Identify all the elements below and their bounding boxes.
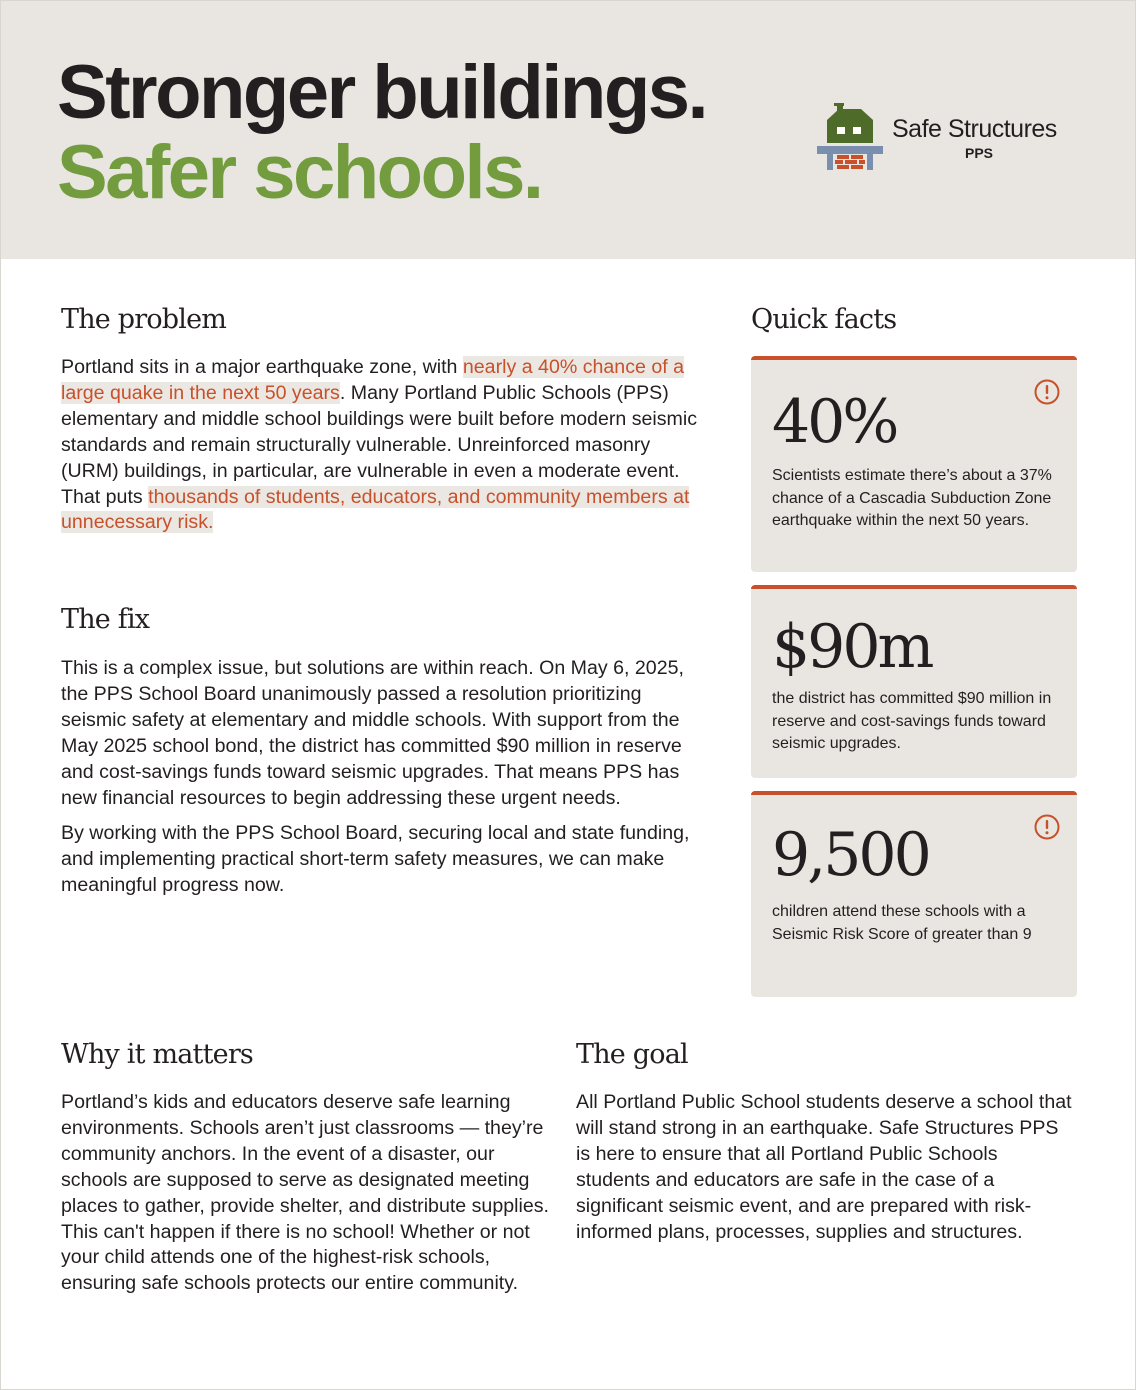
fix-text	[61, 656, 701, 899]
fact-description: Scientists estimate there’s about a 37% chance of a Cascadia Subduction Zone earthquake within the next 50 years.	[772, 467, 1052, 529]
headline-line-2: Safer schools.	[57, 130, 542, 215]
alert-circle-icon	[1033, 813, 1061, 841]
fact-value: $90m	[772, 612, 932, 682]
highlight-at-risk: thousands of students, educators, and community members at unnecessary risk.	[61, 485, 690, 534]
fix-paragraph-1: This is a complex issue, but solutions are within reach. On May 6, 2025, the PPS School Board unanimously passed a resolution prioritizing seismic safety at elementary and middle schools. With support from the May 2025 school bond, the district has committed $90 million in reserve and cost-savings funds toward seismic upgrades. That means PPS has new financial resources to begin addressing these urgent needs.	[61, 657, 684, 809]
logo	[815, 103, 1085, 173]
fact-value: 40%	[772, 387, 897, 457]
problem-text-part: Portland sits in a major earthquake zone, with	[61, 356, 463, 378]
header-banner	[1, 1, 1135, 259]
alert-circle-icon	[1033, 378, 1061, 406]
why-text: Portland’s kids and educators deserve safe learning environments. Schools aren’t just classrooms — they’re community anchors. In the event of a disaster, our schools are supposed to serve as designated meeting places to gather, provide shelter, and distribute supplies. This can't happen if there is no school! Whether or not your child attends one of the highest-risk schools, ensuring safe schools protects our entire community.	[61, 1091, 549, 1295]
fact-card-quake-chance	[751, 356, 1077, 572]
problem-text-part: . Many Portland Public Schools (PPS) elementary and middle school buildings were built before modern seismic standards and remain structurally vulnerable. Unreinforced masonry (URM) buildings, in particular, are vulnerable in even a moderate event. That puts	[61, 381, 698, 508]
fact-description: children attend these schools with a Seismic Risk Score of greater than 9	[772, 903, 1032, 943]
headline	[57, 50, 707, 215]
fact-description: the district has committed $90 million in reserve and cost-savings funds toward seismic upgrades.	[772, 690, 1052, 752]
why-heading: Why it matters	[61, 1039, 253, 1070]
quick-facts-heading: Quick facts	[751, 304, 897, 335]
headline-line-1: Stronger buildings.	[57, 50, 707, 135]
fix-paragraph-2: By working with the PPS School Board, securing local and state funding, and implementing practical short-term safety measures, we can make meaningful progress now.	[61, 822, 690, 897]
highlight-quake-chance: nearly a 40% chance of a large quake in the next 50 years	[61, 356, 685, 404]
fact-value: 9,500	[772, 820, 929, 890]
problem-heading: The problem	[61, 304, 227, 335]
schoolhouse-brick-icon	[815, 103, 885, 171]
logo-name: Safe Structures	[892, 115, 1057, 143]
problem-text	[61, 355, 706, 536]
goal-text: All Portland Public School students deserve a school that will stand strong in an earthquake. Safe Structures PPS is here to ensure that all Portland Public Schools students and educators are safe in the case of a significant seismic event, and are prepared with risk-informed plans, processes, supplies and structures.	[576, 1091, 1072, 1243]
fact-card-funding	[751, 585, 1077, 778]
fix-heading: The fix	[61, 604, 150, 635]
goal-heading: The goal	[576, 1039, 688, 1070]
logo-subtitle: PPS	[965, 145, 994, 161]
fact-card-children	[751, 791, 1077, 997]
